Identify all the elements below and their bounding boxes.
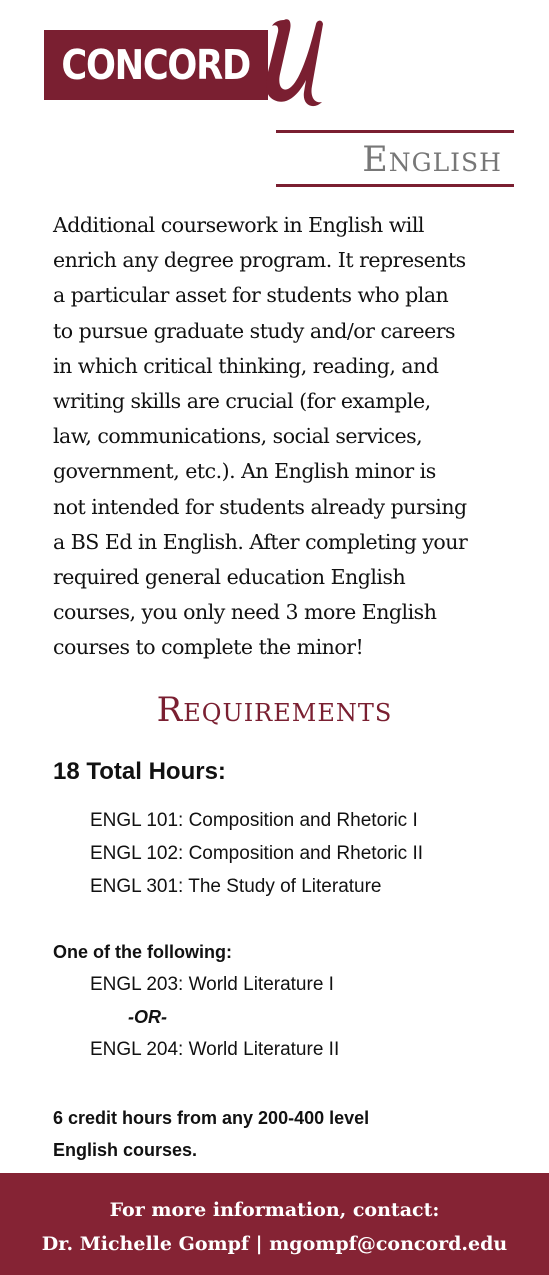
course-item: ENGL 301: The Study of Literature (90, 876, 382, 897)
choice-heading: One of the following: (53, 942, 232, 962)
course-item: ENGL 101: Composition and Rhetoric I (90, 810, 418, 831)
contact-prompt: For more information, contact: (109, 1199, 440, 1221)
concord-u-logo (44, 16, 334, 108)
logo-u-mark-icon (264, 16, 334, 108)
choice-course-item: ENGL 203: World Literature I (90, 974, 334, 995)
contact-details: Dr. Michelle Gompf | mgompf@concord.edu (41, 1233, 508, 1255)
logo-wordmark: CONCORD (61, 41, 251, 89)
section-title: English (362, 140, 502, 180)
or-separator: -OR- (128, 1007, 167, 1027)
intro-paragraph: Additional coursework in English will enrich any degree program. It represents a particular asset for students who plan to pursue graduate study and/or careers in which critical thinking, reading, and writing skills are crucial (for example, law, communications, social services, government, etc.). An English minor is not intended for students already pursing a BS Ed in English. After completing your required general education English courses, you only need 3 more English courses to complete the minor! (53, 213, 468, 660)
requirements-heading: Requirements (156, 690, 393, 730)
section-title-top-rule (276, 130, 514, 133)
elective-credit-note: 6 credit hours from any 200-400 level English courses. (53, 1108, 370, 1160)
section-title-bottom-rule (276, 184, 514, 187)
course-item: ENGL 102: Composition and Rhetoric II (90, 843, 424, 864)
choice-course-item: ENGL 204: World Literature II (90, 1039, 340, 1060)
total-hours-heading: 18 Total Hours: (53, 758, 226, 785)
contact-footer (0, 1173, 549, 1275)
logo-wordmark-box (44, 30, 268, 100)
